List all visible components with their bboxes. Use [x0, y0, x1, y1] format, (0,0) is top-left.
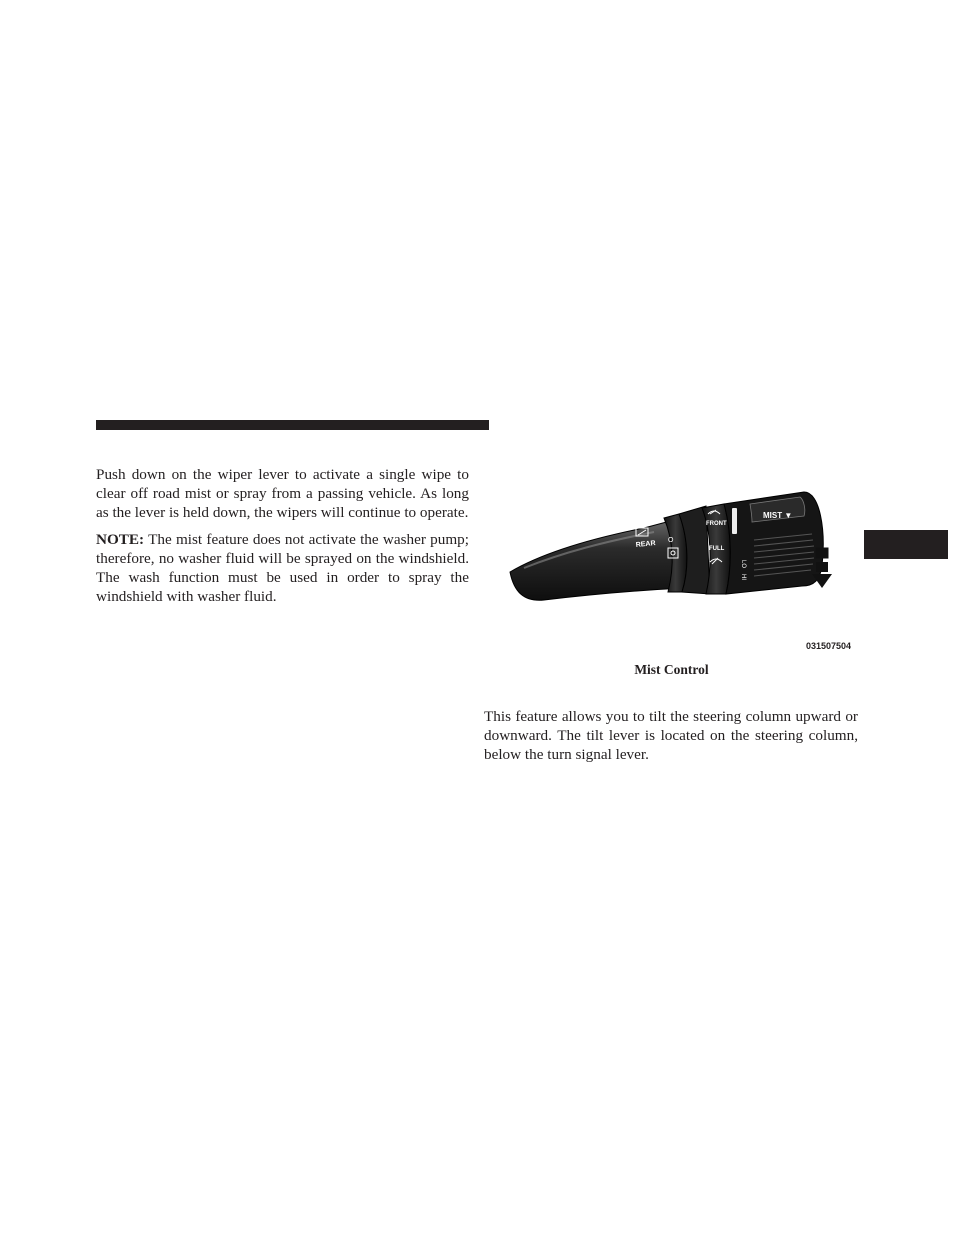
figure-caption: Mist Control [634, 662, 709, 677]
lever-shaft [510, 520, 684, 600]
rear-off-label: O [668, 537, 674, 544]
chapter-tab [864, 530, 948, 559]
note-paragraph [96, 530, 469, 606]
lo-label: LO [740, 560, 746, 569]
left-column [96, 465, 469, 614]
figure-code: 031507504 [806, 641, 852, 651]
mist-control-illustration [484, 470, 859, 660]
hi-label: HI [740, 574, 746, 580]
section-header-rule [96, 420, 489, 430]
mist-label: MIST ▼ [763, 511, 793, 520]
rear-label: REAR [635, 539, 656, 549]
tilt-paragraph: This feature allows you to tilt the steering column upward or downward. The tilt lever is located on the steering column, below the turn signal lever. [484, 708, 858, 763]
front-off-label: O [730, 497, 736, 504]
full-label: FULL [709, 546, 725, 552]
note-text: The mist feature does not activate the washer pump; therefore, no washer fluid will be sprayed on the windshield. The wash function must be used in order to spray the windshield with washer fluid. [96, 531, 469, 605]
right-column [484, 707, 858, 764]
wiper-speed-indicator [732, 508, 737, 534]
note-label: NOTE: [96, 531, 145, 548]
front-label: FRONT [706, 521, 727, 527]
mist-paragraph: Push down on the wiper lever to activate a single wipe to clear off road mist or spray from a passing vehicle. As long as the lever is held down, the wipers will continue to operate. [96, 466, 469, 521]
